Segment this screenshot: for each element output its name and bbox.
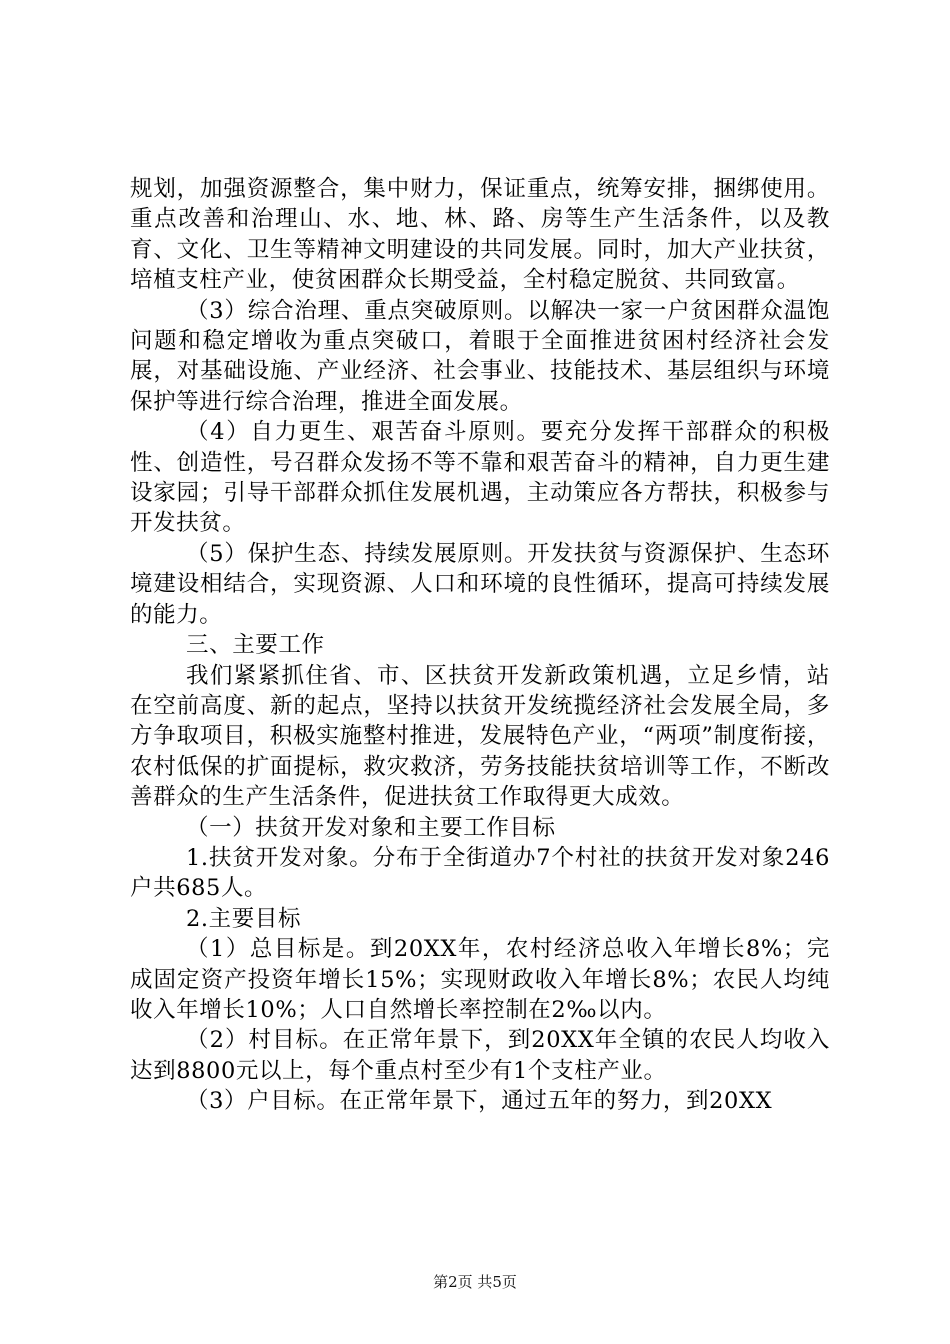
paragraph-main-work-intro: 我们紧紧抓住省、市、区扶贫开发新政策机遇，立足乡情，站在空前高度、新的起点，坚持以扶贫开发统揽经济社会发展全局，多方争取项目，积极实施整村推进，发展特色产业，“两项”制度衔接，农村低保的扩面提标，救灾救济，劳务技能扶贫培训等工作，不断改善群众的生产生活条件，促进扶贫工作取得更大成效。 xyxy=(130,662,830,811)
document-body xyxy=(130,174,830,1117)
page-footer xyxy=(0,1272,950,1292)
subsection-heading-targets: （一）扶贫开发对象和主要工作目标 xyxy=(186,814,556,841)
paragraph-principle-3: （3）综合治理、重点突破原则。以解决一家一户贫困群众温饱问题和稳定增收为重点突破口，着眼于全面推进贫困村经济社会发展，对基础设施、产业经济、社会事业、技能技术、基层组织与环境保护等进行综合治理，推进全面发展。 xyxy=(130,297,830,415)
paragraph-principle-5: （5）保护生态、持续发展原则。开发扶贫与资源保护、生态环境建设相结合，实现资源、人口和环境的良性循环，提高可持续发展的能力。 xyxy=(130,540,830,628)
page-number-label: 第2页 共5页 xyxy=(433,1273,517,1291)
paragraph-target-population: 1.扶贫开发对象。分布于全街道办7个村社的扶贫开发对象246户共685人。 xyxy=(130,844,830,902)
paragraph-household-goal: （3）户目标。在正常年景下，通过五年的努力，到20XX xyxy=(186,1088,773,1115)
paragraph-village-goal: （2）村目标。在正常年景下，到20XX年全镇的农民人均收入达到8800元以上，每个重点村至少有1个支柱产业。 xyxy=(130,1027,830,1084)
paragraph-overall-goal: （1）总目标是。到20XX年，农村经济总收入年增长8%；完成固定资产投资年增长15%；实现财政收入年增长8%；农民人均纯收入年增长10%；人口自然增长率控制在2‰以内。 xyxy=(130,936,830,1023)
paragraph-planning-continuation: 规划，加强资源整合，集中财力，保证重点，统筹安排，捆绑使用。重点改善和治理山、水、地、林、路、房等生产生活条件，以及教育、文化、卫生等精神文明建设的共同发展。同时，加大产业扶贫，培植支柱产业，使贫困群众长期受益，全村稳定脱贫、共同致富。 xyxy=(130,176,830,294)
heading-main-goals: 2.主要目标 xyxy=(186,905,302,932)
section-heading-main-work: 三、主要工作 xyxy=(186,632,325,659)
paragraph-principle-4: （4）自力更生、艰苦奋斗原则。要充分发挥干部群众的积极性、创造性，号召群众发扬不等不靠和艰苦奋斗的精神，自力更生建设家园；引导干部群众抓住发展机遇，主动策应各方帮扶，积极参与开发扶贫。 xyxy=(130,419,830,537)
